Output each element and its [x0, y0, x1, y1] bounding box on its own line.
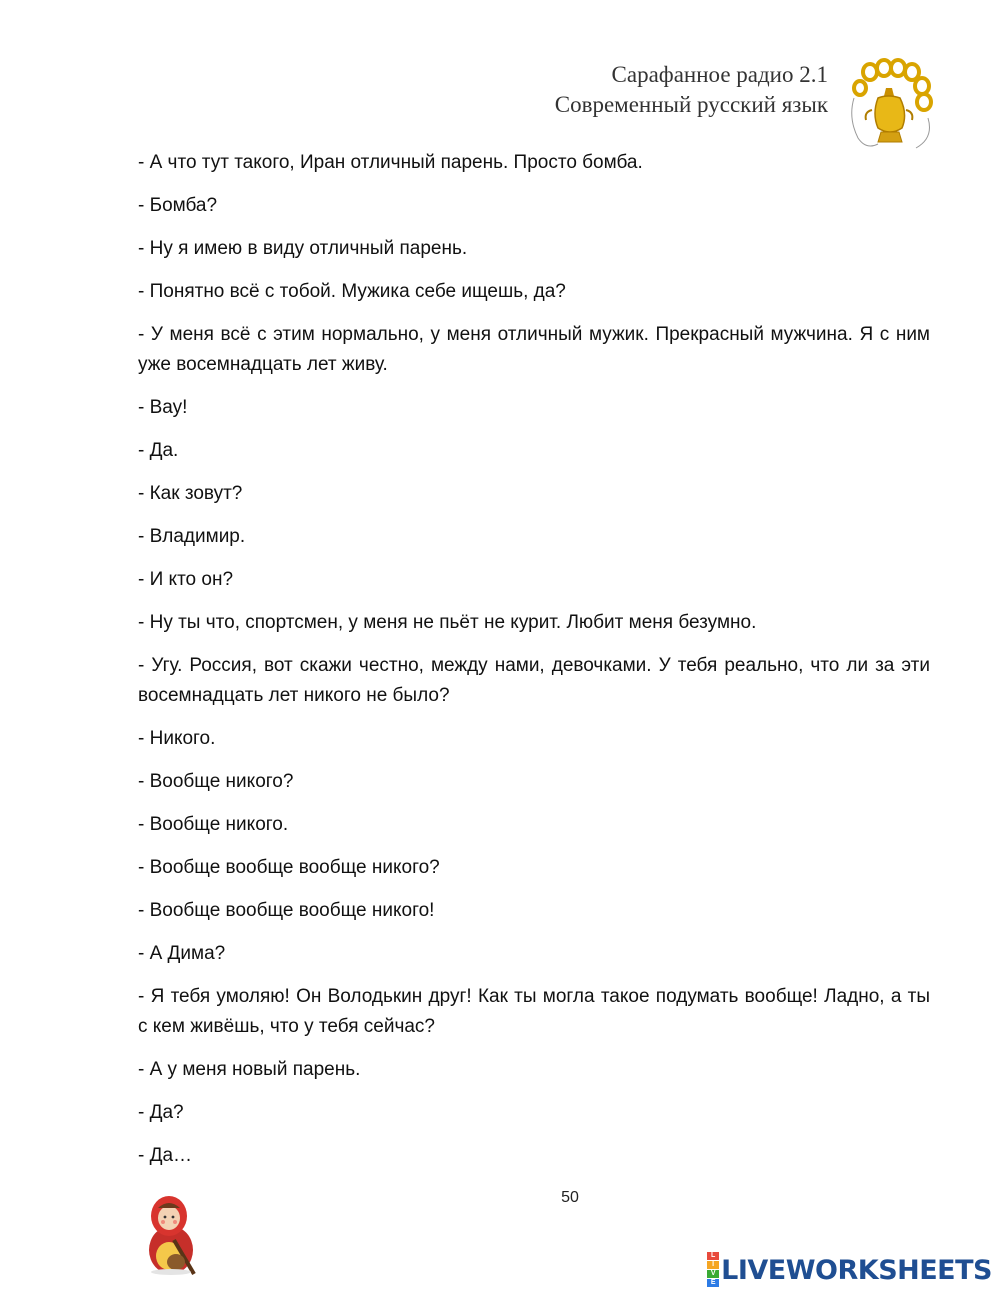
dialogue-line: - Владимир.: [138, 526, 246, 547]
dialogue-line: - Ну я имею в виду отличный парень.: [138, 238, 468, 259]
dialogue-line: - Угу. Россия, вот скажи честно, между нами, девочками. У тебя реально, что ли за эти восемнадцать лет никого не было?: [138, 655, 930, 706]
badge-letter: E: [707, 1279, 719, 1287]
dialogue-line: - Да?: [138, 1102, 184, 1123]
dialogue-line: - А Дима?: [138, 943, 226, 964]
dialogue-line: - Бомба?: [138, 195, 218, 216]
dialogue-line: - Никого.: [138, 728, 216, 749]
dialogue-line: - Ну ты что, спортсмен, у меня не пьёт не курит. Любит меня безумно.: [138, 612, 757, 633]
badge-letter: V: [707, 1270, 719, 1278]
dialogue-line: - Да.: [138, 440, 179, 461]
dialogue-line: - Я тебя умоляю! Он Володькин друг! Как ты могла такое подумать вообще! Ладно, а ты с кем живёшь, что у тебя сейчас?: [138, 986, 930, 1037]
book-subtitle: Современный русский язык: [554, 92, 828, 117]
dialogue-line: - У меня всё с этим нормально, у меня отличный мужик. Прекрасный мужчина. Я с ним уже восемнадцать лет живу.: [138, 324, 930, 375]
badge-letter: I: [707, 1261, 719, 1269]
book-header: [555, 60, 828, 120]
brand-wordmark: LIVEWORKSHEETS: [721, 1254, 992, 1286]
dialogue-text: [138, 148, 930, 1184]
book-title: Сарафанное радио 2.1: [611, 62, 828, 87]
dialogue-line: - Вообще вообще вообще никого?: [138, 857, 440, 878]
samovar-bagels-icon: [848, 58, 938, 158]
liveworksheets-logo: [707, 1253, 992, 1287]
dialogue-line: - А у меня новый парень.: [138, 1059, 361, 1080]
dialogue-line: - Да…: [138, 1145, 193, 1166]
dialogue-line: - Вообще вообще вообще никого!: [138, 900, 435, 921]
live-badge: [707, 1252, 719, 1288]
dialogue-line: - Вообще никого.: [138, 814, 289, 835]
dialogue-line: - Как зовут?: [138, 483, 243, 504]
dialogue-line: - А что тут такого, Иран отличный парень. Просто бомба.: [138, 152, 643, 173]
dialogue-line: - Вау!: [138, 397, 188, 418]
badge-letter: L: [707, 1252, 719, 1260]
dialogue-line: - Вообще никого?: [138, 771, 294, 792]
dialogue-line: - И кто он?: [138, 569, 234, 590]
page-number: 50: [561, 1189, 579, 1206]
matryoshka-doll-icon: [142, 1190, 200, 1276]
dialogue-line: - Понятно всё с тобой. Мужика себе ищешь, да?: [138, 281, 566, 302]
